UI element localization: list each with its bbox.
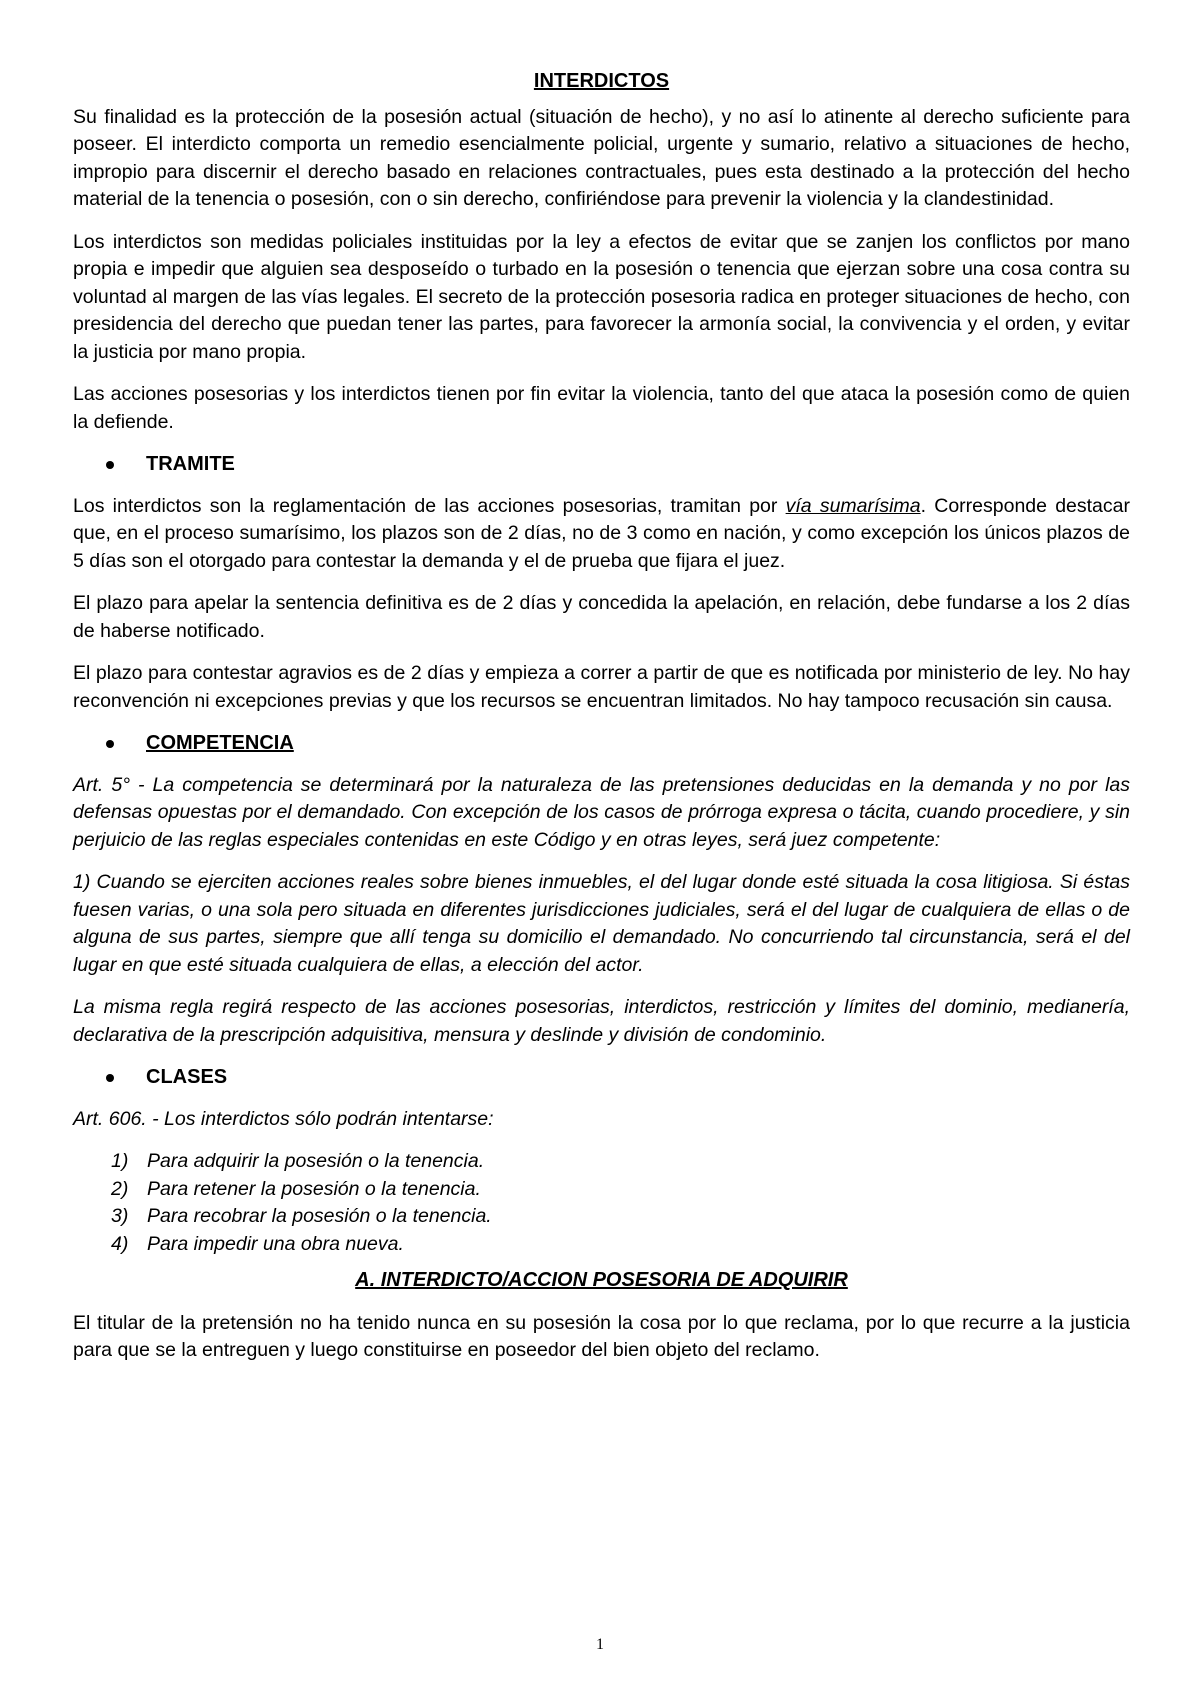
section-heading-a: A. INTERDICTO/ACCION POSESORIA DE ADQUIRIR: [355, 1269, 848, 1291]
list-text: Para recobrar la posesión o la tenencia.: [147, 1205, 492, 1227]
heading-label: CLASES: [146, 1066, 228, 1088]
paragraph-intro-2: Los interdictos son medidas policiales instituidas por la ley a efectos de evitar que se zanjen los conflictos por mano propia e impedir que alguien sea desposeído o turbado en la posesión o tenencia que ejerzan sobre una cosa contra su voluntad al margen de las vías legales. El secreto de la protección posesoria radica en proteger situaciones de hecho, con presidencia del derecho que puedan tener las partes, para favorecer la armonía social, la convivencia y el orden, y evitar la justicia por mano propia.: [73, 230, 1130, 363]
list-item: [73, 1231, 1130, 1259]
text-span: . Corresponde destacar que, en el proceso sumarísimo, los plazos son de 2 días, no de 3 como en nación, y como excepción los únicos plazos de 5 días son el otorgado para contestar la demanda y el de prueba que fijara el juez.: [73, 494, 1130, 572]
paragraph-intro-1: Su finalidad es la protección de la posesión actual (situación de hecho), y no así lo atinente al derecho suficiente para poseer. El interdicto comporta un remedio esencialmente policial, urgente y sumario, relativo a situaciones de hecho, impropio para discernir el derecho basado en relaciones contractuales, pues esta destinado a la protección del hecho material de la tenencia o posesión, con o sin derecho, confiriéndose para prevenir la violencia y la clandestinidad.: [73, 105, 1130, 210]
text-span: Los interdictos son la reglamentación de las acciones posesorias, tramitan por: [73, 494, 786, 517]
list-number: 2): [111, 1177, 129, 1200]
paragraph-intro-3: Las acciones posesorias y los interdictos tienen por fin evitar la violencia, tanto del que ataca la posesión como de quien la defiende.: [73, 383, 1130, 433]
bullet-icon: [106, 740, 114, 748]
section-heading-clases: [73, 1064, 1130, 1092]
document-title: INTERDICTOS: [533, 70, 670, 92]
section-heading-tramite: [73, 451, 1130, 479]
paragraph-clases-1: Art. 606. - Los interdictos sólo podrán intentarse:: [73, 1107, 494, 1130]
paragraph-competencia-3: La misma regla regirá respecto de las acciones posesorias, interdictos, restricción y límites del dominio, medianería, declarativa de la prescripción adquisitiva, mensura y deslinde y división de condominio.: [73, 996, 1130, 1046]
section-heading-competencia: [73, 730, 1130, 758]
list-item: [73, 1148, 1130, 1176]
list-item: [73, 1203, 1130, 1231]
heading-label: TRAMITE: [146, 453, 235, 475]
paragraph-section-a-1: El titular de la pretensión no ha tenido nunca en su posesión la cosa por lo que reclama, por lo que recurre a la justicia para que se la entreguen y luego constituirse en poseedor del bien objeto del reclamo.: [73, 1311, 1130, 1361]
list-text: Para retener la posesión o la tenencia.: [147, 1177, 481, 1200]
heading-label: COMPETENCIA: [146, 732, 294, 754]
list-text: Para adquirir la posesión o la tenencia.: [147, 1150, 485, 1172]
list-number: 4): [111, 1232, 129, 1255]
page-number: 1: [596, 1636, 604, 1653]
paragraph-competencia-2: 1) Cuando se ejerciten acciones reales sobre bienes inmuebles, el del lugar donde esté situada la cosa litigiosa. Si éstas fuesen varias, o una sola pero situada en diferentes jurisdicciones judiciales, será el del lugar de cualquiera de ellas o de alguna de sus partes, siempre que allí tenga su domicilio el demandado. No concurriendo tal circunstancia, será el del lugar en que esté situada cualquiera de ellas, a elección del actor.: [73, 871, 1130, 976]
list-text: Para impedir una obra nueva.: [147, 1232, 404, 1255]
list-number: 3): [111, 1205, 129, 1227]
clases-list: [73, 1148, 1130, 1258]
list-number: 1): [111, 1150, 129, 1172]
bullet-icon: [106, 461, 114, 469]
paragraph-tramite-1: [73, 493, 1130, 576]
paragraph-competencia-1: Art. 5° - La competencia se determinará por la naturaleza de las pretensiones deducidas en la demanda y no por las defensas opuestas por el demandado. Con excepción de los casos de prórroga expresa o tácita, cuando procediere, y sin perjuicio de las reglas especiales contenidas en este Código y en otras leyes, será juez competente:: [73, 773, 1130, 851]
emphasis-via-sumarisima: vía sumarísima: [785, 494, 921, 517]
bullet-icon: [106, 1074, 114, 1082]
paragraph-tramite-3: El plazo para contestar agravios es de 2 días y empieza a correr a partir de que es notificada por ministerio de ley. No hay reconvención ni excepciones previas y que los recursos se encuentran limitados. No hay tampoco recusación sin causa.: [73, 662, 1130, 712]
list-item: [73, 1176, 1130, 1204]
paragraph-tramite-2: El plazo para apelar la sentencia definitiva es de 2 días y concedida la apelación, en relación, debe fundarse a los 2 días de haberse notificado.: [73, 592, 1130, 642]
